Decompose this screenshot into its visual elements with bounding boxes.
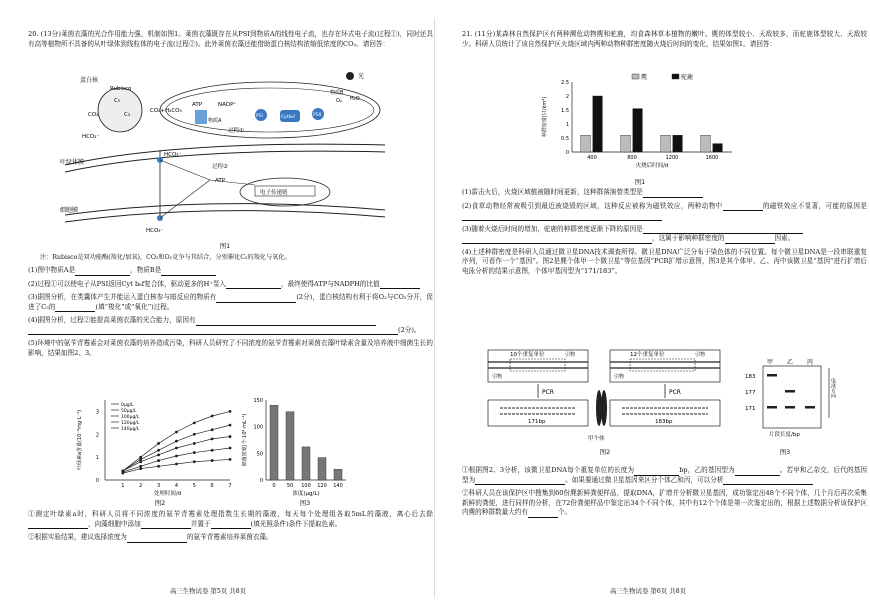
y-tick-label: 2.5 bbox=[561, 80, 569, 86]
left-page bbox=[28, 30, 433, 53]
data-point bbox=[157, 459, 160, 462]
y-tick-label: 1 bbox=[95, 455, 99, 462]
bing-label: 丙 bbox=[807, 359, 814, 366]
primer-label-2: 引物 bbox=[492, 374, 503, 380]
bar bbox=[334, 469, 342, 480]
answer-blank[interactable] bbox=[634, 469, 679, 476]
q21-s3: (3)随着火烧后时间的增加，驼鹿的种群密度逐渐下降的原因是 ，这属于影响种群密度的 因素。 bbox=[462, 225, 867, 244]
cyt-label: Cytb₆f bbox=[281, 115, 295, 120]
legend-label: 100μg/L bbox=[121, 415, 140, 420]
data-point bbox=[193, 460, 196, 463]
q21-s1: (1)雷击火后，火烧区域植被随时间更新，这种群落演替类型是 bbox=[462, 188, 867, 198]
ladder-177: 177 bbox=[745, 390, 756, 396]
y-tick-label: 1 bbox=[565, 122, 569, 128]
y-tick-label: 0 bbox=[259, 478, 263, 484]
y-tick-label: 150 bbox=[253, 398, 263, 404]
x-tick-label: 7 bbox=[228, 483, 232, 489]
q20-intro: 20. (13分)莱茵衣藻的光合作用能力强，机制如图1。莱茵衣藻既存在从PSI到物质A的线性电子流，也存在环式电子流(过程①)，同时还具有高等植物所不具备的从叶绿体到线粒体的电子流(过程②)。此外莱茵衣藻还能借助蛋白核结构浓缩低浓度的CO₂。请回答： bbox=[28, 30, 433, 48]
answer-blank[interactable] bbox=[723, 478, 813, 485]
x-tick-label: 1600 bbox=[705, 155, 719, 161]
y-tick-label: 100 bbox=[253, 424, 263, 431]
yi-label: 乙 bbox=[787, 359, 794, 366]
ladder-183: 183 bbox=[745, 374, 756, 380]
x-tick-label: 100 bbox=[301, 483, 311, 489]
legend-label: 麂 bbox=[641, 74, 648, 81]
q21-s4a: ①根据图2、3分析，该微卫星DNA每个重复单位的长度为 bp，乙的基因型为 。若甲和乙杂交，后代的基因型为 。如果要通过微卫星基因来区分个体乙和丙，可以分析 bbox=[462, 466, 867, 484]
answer-blank[interactable] bbox=[216, 296, 296, 303]
legend-label: 120μg/L bbox=[121, 421, 140, 426]
q21-questions bbox=[462, 188, 867, 280]
q21-pcr-diagram bbox=[480, 346, 730, 456]
data-point bbox=[157, 465, 160, 468]
answer-blank[interactable] bbox=[462, 237, 652, 244]
data-point bbox=[193, 442, 196, 445]
answer-blank[interactable] bbox=[475, 478, 565, 485]
x-tick-label: 50 bbox=[286, 483, 294, 489]
c5-label: C₅ bbox=[114, 98, 121, 104]
answer-blank[interactable] bbox=[528, 511, 558, 518]
q21-s4: (4)上述种群密度是科研人员通过微卫星DNA技术调查所得。微卫星DNA广泛分布于染色体的不同位置。每个微卫星DNA是一段串联重复序列，可看作一个“基因”。图2是麂个体甲一个微卫星“等位基因”PCR扩增示意图，图3是其个体甲、乙、丙中该微卫星“基因”进行扩增后电泳分析的结果示意图，个体甲基因型为“171/183”。 bbox=[462, 247, 867, 275]
rubisco-label: Rubisco bbox=[110, 86, 132, 92]
y-tick-label: 0.5 bbox=[561, 136, 569, 142]
x-tick-label: 140 bbox=[333, 483, 343, 489]
x-tick-label: 4 bbox=[174, 483, 179, 489]
q21-s4b: ②科研人员在该保护区中搜集到60份麂新鲜粪便样品，提取DNA，扩增并分析微卫星基因，成功鉴定出48个不同个体，几个月后再次采集新鲜的粪便，进行同样的分析，在72份粪便样品中鉴定出34个不同个体，其中有12个个体是第一次鉴定出的，根据上述数据分析该保护区内麂的种群数量大约有 个。 bbox=[462, 489, 867, 517]
legend-swatch bbox=[632, 74, 639, 79]
q20-s1: (1)图中物质A是 ，物质B是 bbox=[28, 266, 433, 276]
answer-blank[interactable] bbox=[462, 214, 662, 221]
answer-blank[interactable] bbox=[28, 522, 88, 529]
y-axis-label: 细菌密度(个·10⁴·mL⁻¹) bbox=[242, 413, 248, 467]
q20-bar-chart bbox=[240, 392, 355, 500]
bar bbox=[661, 135, 671, 152]
box2-label: 12个重复单位 bbox=[630, 352, 665, 358]
y-tick-label: 3 bbox=[95, 409, 99, 416]
individual-label: 甲个体 bbox=[588, 436, 605, 442]
atp-label: ATP bbox=[192, 102, 203, 108]
data-point bbox=[157, 449, 160, 452]
answer-blank[interactable] bbox=[75, 269, 130, 276]
q20-s3: (3)据图分析，在类囊体产生并能运入蛋白核参与暗反应的物质有 (2分)，蛋白核结构有利于将O₂与CO₂分开，促进了C₅的 (填“羧化”或“氧化”)过程。 bbox=[28, 293, 434, 311]
y-tick-label: 50 bbox=[256, 451, 263, 458]
legend-label: 50μg/L bbox=[121, 409, 137, 414]
bar bbox=[713, 144, 723, 152]
data-point bbox=[193, 433, 196, 436]
data-point bbox=[211, 415, 214, 418]
answer-blank[interactable] bbox=[723, 204, 763, 211]
legend-label: 驼鹿 bbox=[681, 74, 694, 81]
q20-s5: (5)环境中的氨苄青霉素会对莱茵衣藻的培养造成污染，科研人员研究了不同浓度的氨苄青霉素对莱茵衣藻叶绿素含量及培养液中细菌生长的影响，结果如图2、3。 bbox=[28, 339, 433, 357]
x-tick-label: 2 bbox=[139, 483, 143, 489]
nadph-label: NADP⁺ bbox=[218, 102, 237, 108]
q20-s2: (2)过程①可以使电子从PSI返回Cyt b₆f复合体，驱动更多的H⁺泵入 ，最终使得ATP与NADPH的比值 bbox=[28, 280, 433, 290]
substance-a-label: 物质A bbox=[208, 118, 222, 124]
data-point bbox=[211, 428, 214, 431]
legend-label: 0μg/L bbox=[121, 403, 134, 408]
data-point bbox=[121, 472, 124, 475]
bar bbox=[593, 96, 603, 152]
pcr-label-2: PCR bbox=[669, 389, 681, 396]
answer-blank[interactable] bbox=[380, 282, 420, 289]
q21-electrophoresis bbox=[745, 358, 845, 443]
q20-fig3-caption: 图3 bbox=[299, 499, 311, 507]
data-point bbox=[229, 410, 232, 413]
data-point bbox=[175, 440, 178, 443]
atp-label-2: ATP bbox=[215, 178, 226, 184]
q20-note: 注：Rubisco是双功能酶(羧化/加氧)，CO₂和O₂竞争与其结合，分别催化C₅的羧化与氧化。 bbox=[40, 254, 291, 261]
x-tick-label: 400 bbox=[587, 155, 597, 161]
q21-fig1-caption: 图1 bbox=[634, 178, 646, 186]
primer-label-1: 引物 bbox=[565, 352, 576, 358]
legend-label: 140μg/L bbox=[121, 427, 140, 432]
mito-label: 电子传递链 bbox=[260, 190, 288, 196]
left-footer: 高三生物试卷 第5页 共8页 bbox=[170, 587, 247, 595]
data-point bbox=[139, 467, 142, 470]
x-axis-label: 火烧后时间/d bbox=[635, 163, 669, 169]
x-tick-label: 0 bbox=[272, 483, 276, 489]
q21-sub4 bbox=[462, 466, 867, 522]
y-tick-label: 0 bbox=[565, 150, 569, 156]
x-tick-label: 1 bbox=[121, 483, 125, 489]
data-point bbox=[139, 460, 142, 463]
ladder-171: 171 bbox=[745, 406, 756, 412]
data-point bbox=[229, 424, 232, 427]
thylakoid-label: 叶绿体膜 bbox=[60, 159, 85, 166]
data-point bbox=[175, 431, 178, 434]
x-axis-label: 浓度(μg/L) bbox=[292, 491, 320, 497]
y-tick-label: 2 bbox=[565, 94, 569, 100]
answer-blank[interactable] bbox=[161, 269, 216, 276]
bar bbox=[581, 135, 591, 152]
q20-sub5 bbox=[28, 510, 433, 547]
process2-label: 过程② bbox=[212, 164, 228, 170]
cell-membrane-label: 细胞膜 bbox=[60, 207, 79, 214]
legend-swatch bbox=[672, 74, 679, 79]
x-tick-label: 800 bbox=[627, 155, 637, 161]
data-point bbox=[211, 437, 214, 440]
data-point bbox=[229, 447, 232, 450]
q20-mechanism-diagram bbox=[60, 70, 390, 240]
bp171-label: 171bp bbox=[528, 419, 546, 425]
series-line bbox=[123, 459, 230, 473]
q20-s4: (4)据图分析，过程②能提高莱茵衣藻的光合能力，原因有 (2分)。 bbox=[28, 316, 421, 334]
c3-label: C₃ bbox=[124, 112, 131, 118]
data-point bbox=[211, 449, 214, 452]
jia-label: 甲 bbox=[767, 359, 774, 366]
data-point bbox=[157, 442, 160, 445]
q21-fig2-caption: 图2 bbox=[599, 448, 611, 456]
answer-blank[interactable] bbox=[55, 305, 95, 312]
answer-blank[interactable] bbox=[196, 319, 376, 326]
x-tick-label: 120 bbox=[317, 483, 327, 489]
bar bbox=[318, 458, 326, 480]
x-tick-label: 5 bbox=[192, 483, 196, 489]
bar bbox=[621, 135, 631, 152]
q20-questions bbox=[28, 266, 433, 362]
q21-intro: 21. (11分)某森林自然保护区有两种濒危动物麂和驼鹿，均食森林草本植物的嫩叶。麂的体型较小、天敌较多，而驼鹿体型较大、天敌较少。科研人员统计了该自然保护区火烧区域内两种动物种群密度随火烧后时间的变化，结果如图1。请回答： bbox=[462, 30, 867, 48]
x-tick-label: 1200 bbox=[665, 155, 679, 161]
data-point bbox=[175, 447, 178, 450]
y-tick-label: 2 bbox=[95, 432, 99, 439]
q21-s2: (2)食草动物经常被吸引到最近被烧毁的区域，这种反应被称为磁铁效应，两种动物中 的磁铁效应不显著，可能的原因是 bbox=[462, 202, 867, 221]
answer-blank[interactable] bbox=[643, 191, 703, 198]
bar bbox=[270, 405, 278, 480]
primer-label-4: 引物 bbox=[614, 374, 625, 380]
data-point bbox=[193, 451, 196, 454]
process1-label: 过程① bbox=[228, 128, 244, 134]
bar bbox=[286, 412, 294, 480]
answer-blank[interactable] bbox=[28, 328, 398, 335]
pyrenoid-label: 蛋白核 bbox=[80, 77, 99, 84]
answer-blank[interactable] bbox=[211, 522, 251, 529]
bar bbox=[302, 447, 310, 480]
data-point bbox=[193, 421, 196, 424]
data-point bbox=[229, 435, 232, 438]
q20-s5e: ②根据实验结果，建议选择浓度为 的氨苄青霉素培养莱茵衣藻。 bbox=[28, 533, 273, 542]
answer-blank[interactable] bbox=[735, 469, 780, 476]
bar bbox=[673, 135, 683, 152]
answer-blank[interactable] bbox=[226, 282, 281, 289]
q20-fig1-caption: 图1 bbox=[219, 242, 231, 250]
data-point bbox=[211, 459, 214, 462]
x-tick-label: 3 bbox=[156, 483, 161, 489]
hco3-label-1: HCO₃⁻ bbox=[82, 134, 100, 140]
light-label: 光 bbox=[358, 73, 365, 80]
q20-s5a: ①测定叶绿素a时，科研人员将不同浓度的氨苄青霉素处理指数生长期的藻液，每天每个处理组各取5mL的藻液，离心后去除，向藻细胞中添加 并置于 (填光照条件)条件下提取色素。 bbox=[28, 510, 433, 528]
q20-fig2-caption: 图2 bbox=[154, 499, 166, 507]
o2-label: O₂ bbox=[336, 98, 342, 104]
x-tick-label: 6 bbox=[210, 483, 214, 489]
psi-label: PSI bbox=[256, 114, 263, 119]
q21-bar-chart bbox=[540, 72, 740, 180]
answer-blank[interactable] bbox=[141, 522, 191, 529]
hco3-label-2: HCO₃⁻ bbox=[164, 152, 182, 158]
series-line bbox=[123, 448, 230, 472]
bar bbox=[633, 109, 643, 152]
fragment-label: 片段长度/bp bbox=[769, 432, 800, 438]
data-point bbox=[175, 455, 178, 458]
page-divider bbox=[434, 18, 435, 598]
bp183-label: 183bp bbox=[655, 419, 673, 425]
right-page bbox=[462, 30, 867, 53]
y-tick-label: 1.5 bbox=[561, 108, 569, 114]
h2o-label: H₂O bbox=[350, 96, 360, 102]
q21-fig3-caption: 图3 bbox=[779, 448, 791, 456]
data-point bbox=[175, 463, 178, 466]
direction-label: 电泳方向 bbox=[830, 378, 836, 398]
psii-label: PSII bbox=[313, 113, 322, 118]
hco3-label-3: HCO₃⁻ bbox=[146, 228, 164, 234]
data-point bbox=[229, 458, 232, 461]
answer-blank[interactable] bbox=[725, 237, 775, 244]
co2h2co3-label: CO₂+H₂CO₃ bbox=[150, 108, 182, 114]
x-axis-label: 处理时间/d bbox=[153, 491, 182, 497]
box1-label: 10个重复单位 bbox=[510, 352, 545, 358]
bar bbox=[701, 135, 711, 152]
pcr-label-1: PCR bbox=[542, 389, 554, 396]
answer-blank[interactable] bbox=[127, 536, 187, 543]
y-tick-label: 0 bbox=[95, 478, 99, 484]
primer-label-3: 引物 bbox=[695, 352, 706, 358]
q20-line-chart bbox=[75, 392, 245, 500]
substance-b-label: 物质B bbox=[330, 90, 344, 96]
co2-label: CO₂ bbox=[88, 112, 99, 118]
y-axis-label: 种群密度(只/km²) bbox=[542, 96, 548, 138]
y-axis-label: 叶绿素a含量(10⁻³mg·L⁻¹) bbox=[77, 409, 83, 471]
right-footer: 高三生物试卷 第6页 共8页 bbox=[610, 587, 687, 595]
data-point bbox=[157, 453, 160, 456]
